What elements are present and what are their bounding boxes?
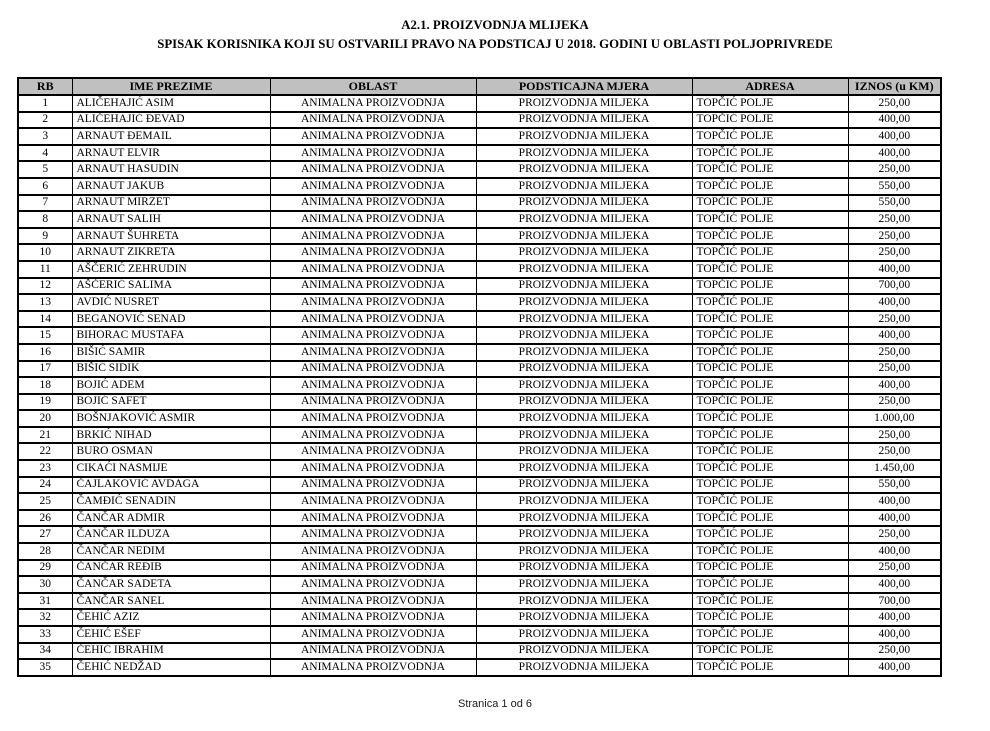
table-row (18, 526, 941, 543)
cell-mjera: PROIZVODNJA MILJEKA (476, 361, 692, 378)
cell-oblast: ANIMALNA PROIZVODNJA (270, 344, 476, 361)
cell-mjera: PROIZVODNJA MILJEKA (476, 311, 692, 328)
cell-adresa: TOPČIĆ POLJE (692, 195, 848, 212)
cell-iznos: 400,00 (848, 659, 941, 676)
cell-adresa: TOPČIĆ POLJE (692, 576, 848, 593)
cell-rb: 6 (18, 178, 72, 195)
cell-oblast: ANIMALNA PROIZVODNJA (270, 327, 476, 344)
cell-name: ČEHIĆ NEDŽAD (72, 659, 270, 676)
cell-mjera: PROIZVODNJA MILJEKA (476, 593, 692, 610)
cell-rb: 20 (18, 410, 72, 427)
cell-name: BOJIĆ SAFET (72, 394, 270, 411)
cell-name: AŠČERIĆ ZEHRUDIN (72, 261, 270, 278)
cell-mjera: PROIZVODNJA MILJEKA (476, 244, 692, 261)
cell-rb: 13 (18, 294, 72, 311)
table-row (18, 377, 941, 394)
cell-name: ČANČAR SANEL (72, 593, 270, 610)
cell-rb: 1 (18, 95, 72, 112)
cell-iznos: 550,00 (848, 195, 941, 212)
cell-oblast: ANIMALNA PROIZVODNJA (270, 626, 476, 643)
cell-rb: 8 (18, 211, 72, 228)
cell-mjera: PROIZVODNJA MILJEKA (476, 344, 692, 361)
cell-mjera: PROIZVODNJA MILJEKA (476, 294, 692, 311)
cell-iznos: 250,00 (848, 228, 941, 245)
cell-adresa: TOPČIĆ POLJE (692, 609, 848, 626)
cell-iznos: 1.000,00 (848, 410, 941, 427)
cell-oblast: ANIMALNA PROIZVODNJA (270, 643, 476, 660)
cell-mjera: PROIZVODNJA MILJEKA (476, 510, 692, 527)
table-row (18, 493, 941, 510)
cell-iznos: 400,00 (848, 112, 941, 129)
cell-iznos: 550,00 (848, 178, 941, 195)
title-line-2: SPISAK KORISNIKA KOJI SU OSTVARILI PRAVO NA PODSTICAJ U 2018. GODINI U OBLASTI POLJOPRIVREDE (157, 36, 833, 51)
cell-name: ARNAUT ŠUHRETA (72, 228, 270, 245)
cell-oblast: ANIMALNA PROIZVODNJA (270, 145, 476, 162)
cell-name: ČEHIĆ AZIZ (72, 609, 270, 626)
cell-adresa: TOPČIĆ POLJE (692, 344, 848, 361)
table-row (18, 128, 941, 145)
cell-rb: 26 (18, 510, 72, 527)
cell-oblast: ANIMALNA PROIZVODNJA (270, 278, 476, 295)
cell-rb: 15 (18, 327, 72, 344)
cell-adresa: TOPČIĆ POLJE (692, 244, 848, 261)
table-row (18, 427, 941, 444)
cell-name: ARNAUT HASUDIN (72, 161, 270, 178)
cell-oblast: ANIMALNA PROIZVODNJA (270, 112, 476, 129)
header-name: IME PREZIME (72, 78, 270, 95)
cell-name: ALIČEHAJIĆ ĐEVAD (72, 112, 270, 129)
cell-rb: 33 (18, 626, 72, 643)
cell-oblast: ANIMALNA PROIZVODNJA (270, 161, 476, 178)
cell-adresa: TOPČIĆ POLJE (692, 643, 848, 660)
cell-oblast: ANIMALNA PROIZVODNJA (270, 95, 476, 112)
cell-adresa: TOPČIĆ POLJE (692, 311, 848, 328)
cell-rb: 18 (18, 377, 72, 394)
table-row (18, 659, 941, 676)
cell-adresa: TOPČIĆ POLJE (692, 410, 848, 427)
cell-rb: 3 (18, 128, 72, 145)
cell-rb: 31 (18, 593, 72, 610)
cell-mjera: PROIZVODNJA MILJEKA (476, 228, 692, 245)
cell-name: BIŠIĆ SAMIR (72, 344, 270, 361)
cell-adresa: TOPČIĆ POLJE (692, 228, 848, 245)
page-title (0, 16, 990, 53)
cell-name: BURO OSMAN (72, 443, 270, 460)
cell-mjera: PROIZVODNJA MILJEKA (476, 95, 692, 112)
header-iznos: IZNOS (u KM) (848, 78, 941, 95)
cell-oblast: ANIMALNA PROIZVODNJA (270, 593, 476, 610)
cell-iznos: 400,00 (848, 128, 941, 145)
cell-oblast: ANIMALNA PROIZVODNJA (270, 576, 476, 593)
cell-adresa: TOPČIĆ POLJE (692, 112, 848, 129)
cell-mjera: PROIZVODNJA MILJEKA (476, 377, 692, 394)
cell-name: ARNAUT SALIH (72, 211, 270, 228)
cell-name: BEGANOVIĆ SENAD (72, 311, 270, 328)
cell-rb: 30 (18, 576, 72, 593)
cell-mjera: PROIZVODNJA MILJEKA (476, 443, 692, 460)
cell-name: ARNAUT ĐEMAIL (72, 128, 270, 145)
cell-mjera: PROIZVODNJA MILJEKA (476, 178, 692, 195)
table-row (18, 161, 941, 178)
cell-adresa: TOPČIĆ POLJE (692, 95, 848, 112)
cell-adresa: TOPČIĆ POLJE (692, 659, 848, 676)
cell-rb: 22 (18, 443, 72, 460)
cell-iznos: 400,00 (848, 145, 941, 162)
cell-name: ČAMĐIĆ SENADIN (72, 493, 270, 510)
cell-iznos: 250,00 (848, 344, 941, 361)
cell-name: ČANČAR NEDIM (72, 543, 270, 560)
cell-rb: 24 (18, 477, 72, 494)
table-header-row (18, 78, 941, 95)
cell-name: ČANČAR ADMIR (72, 510, 270, 527)
cell-iznos: 400,00 (848, 377, 941, 394)
cell-rb: 14 (18, 311, 72, 328)
cell-adresa: TOPČIĆ POLJE (692, 394, 848, 411)
cell-iznos: 250,00 (848, 394, 941, 411)
table-row (18, 294, 941, 311)
cell-mjera: PROIZVODNJA MILJEKA (476, 609, 692, 626)
table-row (18, 394, 941, 411)
cell-name: ČANČAR SADETA (72, 576, 270, 593)
cell-adresa: TOPČIĆ POLJE (692, 128, 848, 145)
table-row (18, 112, 941, 129)
cell-mjera: PROIZVODNJA MILJEKA (476, 394, 692, 411)
cell-oblast: ANIMALNA PROIZVODNJA (270, 609, 476, 626)
cell-iznos: 250,00 (848, 244, 941, 261)
cell-rb: 16 (18, 344, 72, 361)
cell-mjera: PROIZVODNJA MILJEKA (476, 427, 692, 444)
cell-oblast: ANIMALNA PROIZVODNJA (270, 410, 476, 427)
cell-iznos: 400,00 (848, 543, 941, 560)
cell-mjera: PROIZVODNJA MILJEKA (476, 460, 692, 477)
cell-adresa: TOPČIĆ POLJE (692, 278, 848, 295)
cell-iznos: 250,00 (848, 361, 941, 378)
cell-iznos: 250,00 (848, 427, 941, 444)
cell-rb: 5 (18, 161, 72, 178)
cell-mjera: PROIZVODNJA MILJEKA (476, 626, 692, 643)
cell-mjera: PROIZVODNJA MILJEKA (476, 145, 692, 162)
cell-adresa: TOPČIĆ POLJE (692, 560, 848, 577)
cell-iznos: 400,00 (848, 626, 941, 643)
cell-mjera: PROIZVODNJA MILJEKA (476, 128, 692, 145)
cell-iznos: 250,00 (848, 95, 941, 112)
table-row (18, 477, 941, 494)
header-adresa: ADRESA (692, 78, 848, 95)
cell-oblast: ANIMALNA PROIZVODNJA (270, 510, 476, 527)
cell-name: CIKAĆI NASMIJE (72, 460, 270, 477)
cell-oblast: ANIMALNA PROIZVODNJA (270, 543, 476, 560)
cell-adresa: TOPČIĆ POLJE (692, 211, 848, 228)
cell-rb: 12 (18, 278, 72, 295)
table-row (18, 244, 941, 261)
cell-rb: 11 (18, 261, 72, 278)
title-line-1: A2.1. PROIZVODNJA MLIJEKA (401, 18, 589, 32)
cell-mjera: PROIZVODNJA MILJEKA (476, 278, 692, 295)
cell-mjera: PROIZVODNJA MILJEKA (476, 327, 692, 344)
table-row (18, 228, 941, 245)
cell-name: ARNAUT JAKUB (72, 178, 270, 195)
table-row (18, 95, 941, 112)
header-mjera: PODSTICAJNA MJERA (476, 78, 692, 95)
cell-mjera: PROIZVODNJA MILJEKA (476, 526, 692, 543)
cell-name: ALIČEHAJIĆ ASIM (72, 95, 270, 112)
cell-oblast: ANIMALNA PROIZVODNJA (270, 493, 476, 510)
cell-rb: 34 (18, 643, 72, 660)
cell-iznos: 400,00 (848, 327, 941, 344)
table-row (18, 278, 941, 295)
table-row (18, 443, 941, 460)
cell-mjera: PROIZVODNJA MILJEKA (476, 195, 692, 212)
cell-name: BOŠNJAKOVIĆ ASMIR (72, 410, 270, 427)
cell-oblast: ANIMALNA PROIZVODNJA (270, 460, 476, 477)
table-row (18, 311, 941, 328)
beneficiaries-table (17, 77, 942, 677)
cell-adresa: TOPČIĆ POLJE (692, 178, 848, 195)
cell-iznos: 250,00 (848, 211, 941, 228)
cell-adresa: TOPČIĆ POLJE (692, 493, 848, 510)
cell-oblast: ANIMALNA PROIZVODNJA (270, 261, 476, 278)
cell-oblast: ANIMALNA PROIZVODNJA (270, 211, 476, 228)
cell-oblast: ANIMALNA PROIZVODNJA (270, 294, 476, 311)
cell-iznos: 250,00 (848, 526, 941, 543)
cell-adresa: TOPČIĆ POLJE (692, 261, 848, 278)
cell-rb: 10 (18, 244, 72, 261)
cell-rb: 21 (18, 427, 72, 444)
cell-name: ARNAUT MIRZET (72, 195, 270, 212)
table-row (18, 195, 941, 212)
cell-iznos: 400,00 (848, 609, 941, 626)
cell-oblast: ANIMALNA PROIZVODNJA (270, 228, 476, 245)
table-row (18, 543, 941, 560)
cell-rb: 2 (18, 112, 72, 129)
cell-name: ČANČAR REĐIB (72, 560, 270, 577)
cell-mjera: PROIZVODNJA MILJEKA (476, 161, 692, 178)
cell-oblast: ANIMALNA PROIZVODNJA (270, 526, 476, 543)
cell-name: BIŠIĆ SIDIK (72, 361, 270, 378)
table-row (18, 593, 941, 610)
table-row (18, 510, 941, 527)
cell-adresa: TOPČIĆ POLJE (692, 460, 848, 477)
cell-mjera: PROIZVODNJA MILJEKA (476, 477, 692, 494)
table-row (18, 145, 941, 162)
cell-name: ČEHIĆ EŠEF (72, 626, 270, 643)
cell-rb: 19 (18, 394, 72, 411)
cell-name: ARNAUT ELVIR (72, 145, 270, 162)
cell-rb: 35 (18, 659, 72, 676)
table-row (18, 626, 941, 643)
cell-oblast: ANIMALNA PROIZVODNJA (270, 560, 476, 577)
cell-oblast: ANIMALNA PROIZVODNJA (270, 443, 476, 460)
cell-oblast: ANIMALNA PROIZVODNJA (270, 427, 476, 444)
cell-oblast: ANIMALNA PROIZVODNJA (270, 311, 476, 328)
cell-name: ČAJLAKOVIĆ AVDAGA (72, 477, 270, 494)
cell-iznos: 700,00 (848, 278, 941, 295)
table-row (18, 460, 941, 477)
cell-rb: 23 (18, 460, 72, 477)
cell-rb: 17 (18, 361, 72, 378)
table-row (18, 643, 941, 660)
cell-name: ČANČAR ILDUZA (72, 526, 270, 543)
header-rb: RB (18, 78, 72, 95)
cell-iznos: 400,00 (848, 261, 941, 278)
cell-iznos: 400,00 (848, 493, 941, 510)
table-row (18, 410, 941, 427)
cell-iznos: 400,00 (848, 576, 941, 593)
cell-rb: 27 (18, 526, 72, 543)
cell-mjera: PROIZVODNJA MILJEKA (476, 560, 692, 577)
cell-mjera: PROIZVODNJA MILJEKA (476, 659, 692, 676)
cell-oblast: ANIMALNA PROIZVODNJA (270, 477, 476, 494)
cell-adresa: TOPČIĆ POLJE (692, 145, 848, 162)
cell-rb: 4 (18, 145, 72, 162)
cell-mjera: PROIZVODNJA MILJEKA (476, 543, 692, 560)
cell-mjera: PROIZVODNJA MILJEKA (476, 643, 692, 660)
cell-mjera: PROIZVODNJA MILJEKA (476, 261, 692, 278)
cell-name: BOJIĆ ADEM (72, 377, 270, 394)
cell-rb: 9 (18, 228, 72, 245)
cell-adresa: TOPČIĆ POLJE (692, 427, 848, 444)
table-row (18, 327, 941, 344)
cell-iznos: 400,00 (848, 294, 941, 311)
cell-oblast: ANIMALNA PROIZVODNJA (270, 244, 476, 261)
table-row (18, 576, 941, 593)
table-body (18, 95, 941, 676)
cell-oblast: ANIMALNA PROIZVODNJA (270, 377, 476, 394)
cell-mjera: PROIZVODNJA MILJEKA (476, 410, 692, 427)
cell-name: BIHORAC MUSTAFA (72, 327, 270, 344)
cell-iznos: 700,00 (848, 593, 941, 610)
table-row (18, 609, 941, 626)
page-number: Stranica 1 od 6 (458, 698, 532, 710)
cell-oblast: ANIMALNA PROIZVODNJA (270, 659, 476, 676)
cell-name: AVDIĆ NUSRET (72, 294, 270, 311)
cell-iznos: 1.450,00 (848, 460, 941, 477)
cell-iznos: 250,00 (848, 560, 941, 577)
table-row (18, 560, 941, 577)
table-row (18, 344, 941, 361)
cell-adresa: TOPČIĆ POLJE (692, 477, 848, 494)
cell-adresa: TOPČIĆ POLJE (692, 543, 848, 560)
cell-adresa: TOPČIĆ POLJE (692, 443, 848, 460)
cell-adresa: TOPČIĆ POLJE (692, 161, 848, 178)
cell-adresa: TOPČIĆ POLJE (692, 361, 848, 378)
cell-name: AŠČERIĆ SALIMA (72, 278, 270, 295)
cell-rb: 7 (18, 195, 72, 212)
cell-adresa: TOPČIĆ POLJE (692, 294, 848, 311)
cell-adresa: TOPČIĆ POLJE (692, 510, 848, 527)
header-oblast: OBLAST (270, 78, 476, 95)
cell-rb: 28 (18, 543, 72, 560)
table-row (18, 178, 941, 195)
cell-name: BRKIĆ NIHAD (72, 427, 270, 444)
cell-adresa: TOPČIĆ POLJE (692, 526, 848, 543)
cell-oblast: ANIMALNA PROIZVODNJA (270, 178, 476, 195)
cell-mjera: PROIZVODNJA MILJEKA (476, 493, 692, 510)
table-row (18, 261, 941, 278)
cell-rb: 29 (18, 560, 72, 577)
cell-mjera: PROIZVODNJA MILJEKA (476, 576, 692, 593)
cell-rb: 25 (18, 493, 72, 510)
cell-adresa: TOPČIĆ POLJE (692, 377, 848, 394)
cell-iznos: 250,00 (848, 311, 941, 328)
table-row (18, 361, 941, 378)
cell-oblast: ANIMALNA PROIZVODNJA (270, 394, 476, 411)
cell-adresa: TOPČIĆ POLJE (692, 593, 848, 610)
cell-mjera: PROIZVODNJA MILJEKA (476, 211, 692, 228)
cell-rb: 32 (18, 609, 72, 626)
cell-adresa: TOPČIĆ POLJE (692, 327, 848, 344)
cell-oblast: ANIMALNA PROIZVODNJA (270, 361, 476, 378)
cell-iznos: 550,00 (848, 477, 941, 494)
cell-mjera: PROIZVODNJA MILJEKA (476, 112, 692, 129)
table-row (18, 211, 941, 228)
cell-name: ČEHIĆ IBRAHIM (72, 643, 270, 660)
cell-oblast: ANIMALNA PROIZVODNJA (270, 195, 476, 212)
cell-oblast: ANIMALNA PROIZVODNJA (270, 128, 476, 145)
cell-adresa: TOPČIĆ POLJE (692, 626, 848, 643)
cell-iznos: 400,00 (848, 510, 941, 527)
cell-iznos: 250,00 (848, 443, 941, 460)
cell-name: ARNAUT ZIKRETA (72, 244, 270, 261)
cell-iznos: 250,00 (848, 643, 941, 660)
cell-iznos: 250,00 (848, 161, 941, 178)
